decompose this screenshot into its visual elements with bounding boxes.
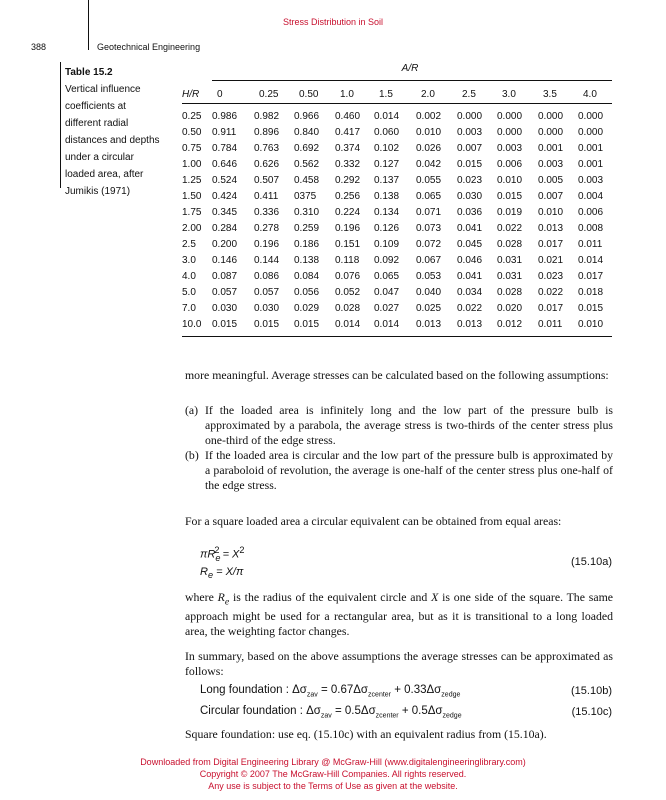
table-cell: 0.001 — [578, 143, 604, 154]
table-cell: 0.411 — [254, 191, 279, 202]
list-marker-a: (a) — [185, 403, 199, 417]
table-cell: 0.010 — [497, 175, 523, 186]
table-cell: 0.086 — [254, 271, 280, 282]
table-cell: 0.784 — [212, 143, 238, 154]
table-cell: 0.000 — [497, 127, 523, 138]
table-cell: 0.011 — [578, 239, 603, 250]
table-cell: 0.014 — [374, 111, 400, 122]
table-cell: 0.025 — [416, 303, 442, 314]
equation-15-10a-line1: $\pi R_e^2 = X^2$ — [200, 545, 245, 563]
table-cell: 0.196 — [254, 239, 280, 250]
table-cell: 0.046 — [457, 255, 483, 266]
table-row — [0, 175, 666, 191]
row-label: 1.50 — [182, 191, 202, 202]
table-description: Vertical influence coefficients at different radial distances and depths under a circular loaded area, after Jumikis (1971) — [65, 84, 160, 197]
table-cell: 0.034 — [457, 287, 483, 298]
table-cell: 0.015 — [578, 303, 604, 314]
column-group-label: A/R — [401, 63, 419, 74]
table-cell: 0.146 — [212, 255, 238, 266]
table-cell: 0.015 — [294, 319, 320, 330]
row-label: 0.50 — [182, 127, 202, 138]
table-cell: 0.196 — [335, 223, 361, 234]
table-cell: 0.345 — [212, 207, 238, 218]
list-text-b: If the loaded area is circular and the low part of the pressure bulb is approximated by a paraboloid of revolution, the average is one-half of the center stress plus one-half of the edge stress. — [205, 448, 613, 492]
table-row — [0, 271, 666, 287]
table-cell: 0.982 — [254, 111, 280, 122]
row-label: 5.0 — [182, 287, 196, 298]
table-cell: 0.030 — [457, 191, 483, 202]
row-label: 10.0 — [182, 319, 202, 330]
table-cell: 0.031 — [497, 255, 523, 266]
row-label: 2.5 — [182, 239, 196, 250]
table-cell: 0.014 — [374, 319, 400, 330]
table-cell: 0.031 — [497, 271, 523, 282]
table-cell: 0.310 — [294, 207, 320, 218]
table-cell: 0.507 — [254, 175, 280, 186]
table-cell: 0.014 — [578, 255, 604, 266]
table-cell: 0.011 — [538, 319, 563, 330]
table-cell: 0.071 — [416, 207, 442, 218]
equation-15-10a-line2: $R_e = X/\pi$ — [200, 566, 244, 581]
table-cell: 0.144 — [254, 255, 280, 266]
table-cell: 0.002 — [416, 111, 442, 122]
table-cell: 0.186 — [294, 239, 320, 250]
table-cell: 0.284 — [212, 223, 238, 234]
table-cell: 0.022 — [497, 223, 523, 234]
table-cell: 0.084 — [294, 271, 320, 282]
table-cell: 0.006 — [578, 207, 604, 218]
table-cell: 0.065 — [374, 271, 400, 282]
table-cell: 0.000 — [538, 111, 564, 122]
table-cell: 0.047 — [374, 287, 400, 298]
table-cell: 0.336 — [254, 207, 280, 218]
row-label: 2.00 — [182, 223, 202, 234]
table-cell: 0.562 — [294, 159, 320, 170]
table-cell: 0.022 — [538, 287, 564, 298]
table-cell: 0.966 — [294, 111, 320, 122]
table-cell: 0.137 — [374, 175, 400, 186]
column-header: 3.5 — [543, 89, 557, 100]
table-cell: 0.065 — [416, 191, 442, 202]
footer-terms-line: Any use is subject to the Terms of Use as given at the website. — [208, 781, 458, 791]
row-label: 0.75 — [182, 143, 202, 154]
column-header: 4.0 — [583, 89, 597, 100]
table-cell: 0.014 — [335, 319, 361, 330]
table-cell: 0.151 — [335, 239, 361, 250]
table-cell: 0.042 — [416, 159, 442, 170]
table-cell: 0.076 — [335, 271, 361, 282]
table-cell: 0.840 — [294, 127, 320, 138]
table-cell: 0.041 — [457, 223, 483, 234]
table-row — [0, 191, 666, 207]
table-cell: 0.138 — [294, 255, 320, 266]
table-header-row — [0, 89, 666, 105]
row-label: 1.00 — [182, 159, 202, 170]
table-cell: 0.134 — [374, 207, 400, 218]
table-cell: 0.013 — [538, 223, 564, 234]
table-number: Table 15.2 — [65, 67, 113, 78]
column-header: 2.0 — [421, 89, 435, 100]
list-item-a — [185, 403, 613, 448]
table-cell: 0375 — [294, 191, 317, 202]
table-cell: 0.417 — [335, 127, 361, 138]
footer-copyright-line: Copyright © 2007 The McGraw-Hill Companies. All rights reserved. — [199, 769, 467, 779]
table-cell: 0.072 — [416, 239, 442, 250]
table-cell: 0.028 — [497, 239, 523, 250]
table-cell: 0.374 — [335, 143, 361, 154]
table-cell: 0.021 — [538, 255, 564, 266]
table-cell: 0.055 — [416, 175, 442, 186]
table-cell: 0.045 — [457, 239, 483, 250]
table-cell: 0.056 — [294, 287, 320, 298]
table-cell: 0.013 — [457, 319, 483, 330]
table-cell: 0.057 — [254, 287, 280, 298]
table-row — [0, 159, 666, 175]
paragraph-equivalent-radius: where $R_e$ is the radius of the equivalent circle and X is one side of the square. The same approach might be used for a rectangular area, but as it is transitional to a long loaded area, the weighting factor changes. — [185, 590, 613, 639]
table-cell: 0.000 — [578, 111, 604, 122]
table-cell: 0.023 — [538, 271, 564, 282]
table-cell: 0.896 — [254, 127, 280, 138]
table-cell: 0.000 — [457, 111, 483, 122]
table-cell: 0.007 — [457, 143, 483, 154]
list-text-a: If the loaded area is infinitely long and the low part of the pressure bulb is approximated by a parabola, the average stress is two-thirds of the center stress plus one-third of the edge stress. — [205, 403, 613, 447]
table-cell: 0.010 — [578, 319, 604, 330]
table-cell: 0.458 — [294, 175, 320, 186]
table-cell: 0.052 — [335, 287, 361, 298]
row-label: 7.0 — [182, 303, 196, 314]
table-cell: 0.060 — [374, 127, 400, 138]
running-head: Stress Distribution in Soil — [282, 17, 384, 27]
table-row — [0, 239, 666, 255]
table-cell: 0.524 — [212, 175, 238, 186]
table-cell: 0.332 — [335, 159, 361, 170]
table-cell: 0.010 — [538, 207, 564, 218]
table-row — [0, 127, 666, 143]
table-cell: 0.013 — [416, 319, 442, 330]
row-label: 1.75 — [182, 207, 202, 218]
list-marker-b: (b) — [185, 448, 199, 462]
table-cell: 0.006 — [497, 159, 523, 170]
table-bottom-rule — [182, 336, 612, 337]
table-cell: 0.001 — [578, 159, 604, 170]
table-cell: 0.646 — [212, 159, 238, 170]
table-cell: 0.028 — [497, 287, 523, 298]
table-row — [0, 319, 666, 335]
equation-number-15-10a: (15.10a) — [571, 556, 612, 568]
table-cell: 0.087 — [212, 271, 238, 282]
column-header: 2.5 — [462, 89, 476, 100]
table-cell: 0.036 — [457, 207, 483, 218]
row-label: 0.25 — [182, 111, 202, 122]
paragraph-square-foundation: Square foundation: use eq. (15.10c) with an equivalent radius from (15.10a). — [185, 727, 547, 741]
table-cell: 0.003 — [578, 175, 604, 186]
table-cell: 0.053 — [416, 271, 442, 282]
table-row — [0, 303, 666, 319]
table-cell: 0.027 — [374, 303, 400, 314]
table-cell: 0.017 — [578, 271, 604, 282]
column-header: 1.5 — [379, 89, 393, 100]
equation-number-15-10b: (15.10b) — [571, 685, 612, 697]
equation-15-10c: Circular foundation : $\Delta\sigma_{zav} = 0.5\Delta\sigma_{zcenter} + 0.5\Delta\sigma_{zedge}$ — [200, 705, 462, 720]
column-header: 0.50 — [299, 89, 319, 100]
table-row — [0, 143, 666, 159]
table-cell: 0.012 — [497, 319, 523, 330]
table-cell: 0.424 — [212, 191, 238, 202]
table-cell: 0.029 — [294, 303, 320, 314]
table-cell: 0.256 — [335, 191, 361, 202]
table-cell: 0.067 — [416, 255, 442, 266]
table-cell: 0.015 — [497, 191, 523, 202]
column-header: 1.0 — [340, 89, 354, 100]
table-cell: 0.102 — [374, 143, 400, 154]
table-cell: 0.015 — [212, 319, 238, 330]
row-label: 1.25 — [182, 175, 202, 186]
table-cell: 0.030 — [254, 303, 280, 314]
table-cell: 0.041 — [457, 271, 483, 282]
equation-number-15-10c: (15.10c) — [571, 706, 612, 718]
table-cell: 0.138 — [374, 191, 400, 202]
page-number: 388 — [31, 42, 47, 52]
table-cell: 0.259 — [294, 223, 320, 234]
table-cell: 0.004 — [578, 191, 604, 202]
column-header: 3.0 — [502, 89, 516, 100]
footer-download-line: Downloaded from Digital Engineering Library @ McGraw-Hill (www.digitalengineeringlibrary.com) — [140, 757, 526, 767]
table-cell: 0.019 — [497, 207, 523, 218]
table-cell: 0.292 — [335, 175, 361, 186]
table-cell: 0.003 — [497, 143, 523, 154]
table-cell: 0.015 — [254, 319, 280, 330]
table-cell: 0.001 — [538, 143, 564, 154]
table-cell: 0.127 — [374, 159, 400, 170]
table-cell: 0.126 — [374, 223, 400, 234]
table-cell: 0.118 — [335, 255, 360, 266]
table-cell: 0.460 — [335, 111, 361, 122]
table-cell: 0.040 — [416, 287, 442, 298]
table-cell: 0.000 — [578, 127, 604, 138]
table-cell: 0.017 — [538, 239, 564, 250]
table-cell: 0.005 — [538, 175, 564, 186]
table-row — [0, 287, 666, 303]
table-cell: 0.057 — [212, 287, 238, 298]
table-cell: 0.692 — [294, 143, 320, 154]
column-header: 0 — [217, 89, 223, 100]
table-row — [0, 207, 666, 223]
paragraph-summary: In summary, based on the above assumptions the average stresses can be approximated as follows: — [185, 649, 613, 678]
row-label: 3.0 — [182, 255, 196, 266]
table-cell: 0.007 — [538, 191, 564, 202]
table-cell: 0.000 — [538, 127, 564, 138]
table-cell: 0.224 — [335, 207, 361, 218]
table-cell: 0.008 — [578, 223, 604, 234]
table-row — [0, 223, 666, 239]
column-group-rule — [212, 80, 612, 81]
table-cell: 0.020 — [497, 303, 523, 314]
table-cell: 0.017 — [538, 303, 564, 314]
table-cell: 0.626 — [254, 159, 280, 170]
table-row — [0, 255, 666, 271]
table-cell: 0.109 — [374, 239, 400, 250]
table-row — [0, 111, 666, 127]
book-title: Geotechnical Engineering — [97, 42, 201, 52]
row-label: 4.0 — [182, 271, 196, 282]
table-cell: 0.763 — [254, 143, 280, 154]
table-cell: 0.073 — [416, 223, 442, 234]
table-cell: 0.010 — [416, 127, 442, 138]
column-header: 0.25 — [259, 89, 279, 100]
list-item-b — [185, 448, 613, 493]
table-cell: 0.278 — [254, 223, 280, 234]
table-cell: 0.030 — [212, 303, 238, 314]
table-cell: 0.028 — [335, 303, 361, 314]
paragraph-intro: more meaningful. Average stresses can be calculated based on the following assumptions: — [185, 368, 609, 382]
table-cell: 0.986 — [212, 111, 238, 122]
table-cell: 0.200 — [212, 239, 238, 250]
table-cell: 0.911 — [212, 127, 237, 138]
header-vertical-rule — [88, 0, 89, 50]
table-cell: 0.023 — [457, 175, 483, 186]
table-cell: 0.003 — [538, 159, 564, 170]
table-cell: 0.022 — [457, 303, 483, 314]
table-cell: 0.015 — [457, 159, 483, 170]
table-cell: 0.003 — [457, 127, 483, 138]
paragraph-square-area: For a square loaded area a circular equivalent can be obtained from equal areas: — [185, 514, 562, 528]
table-cell: 0.018 — [578, 287, 604, 298]
table-cell: 0.092 — [374, 255, 400, 266]
table-cell: 0.026 — [416, 143, 442, 154]
equation-15-10b: Long foundation : $\Delta\sigma_{zav} = 0.67\Delta\sigma_{zcenter} + 0.33\Delta\sigma_{zedge}$ — [200, 684, 461, 699]
table-cell: 0.000 — [497, 111, 523, 122]
row-header-label: H/R — [182, 89, 200, 100]
